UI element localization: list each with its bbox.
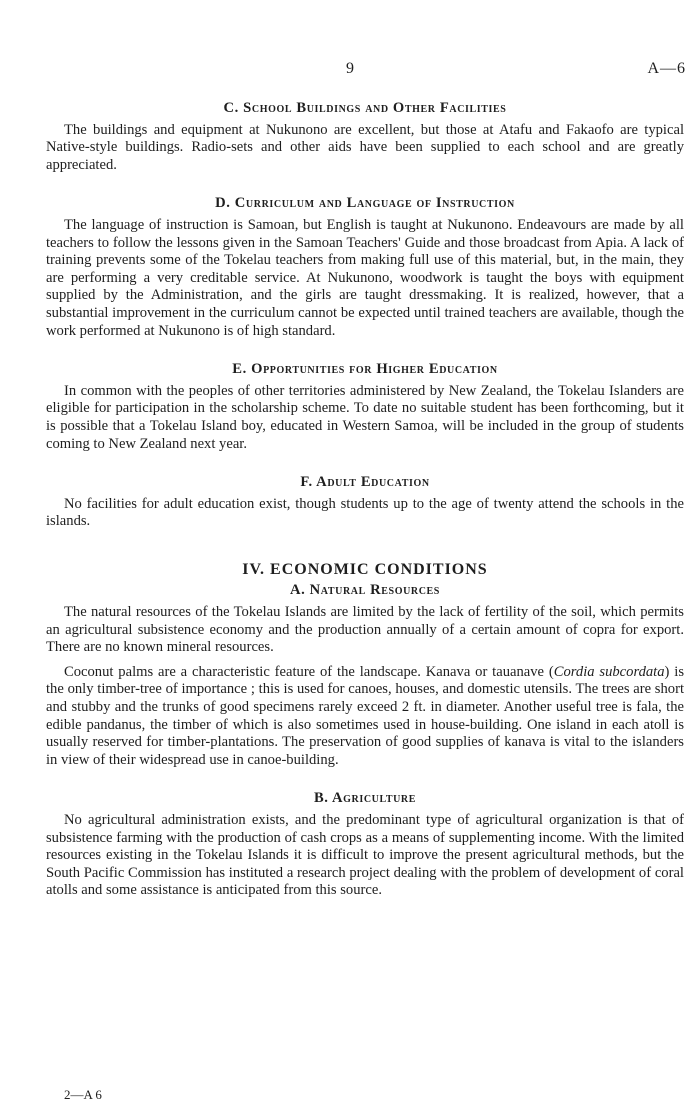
signature-mark: 2—A 6	[64, 1087, 102, 1102]
document-reference: A—6	[647, 60, 686, 77]
heading-higher-education: E. Opportunities for Higher Education	[232, 361, 498, 378]
paragraph-school-buildings: The buildings and equipment at Nukunono are excellent, but those at Atafu and Fakaofo are typical Native-style buildings. Radio-sets and other aids have been supplied to each school and are greatly appreciated.	[46, 121, 684, 173]
paragraph-natural-resources-1: The natural resources of the Tokelau Islands are limited by the lack of fertility of the soil, which permits an agricultural subsistence economy and the production annually of a certain amount of copra for export. There are no known mineral resources.	[46, 604, 684, 656]
heading-adult-education: F. Adult Education	[300, 474, 430, 491]
paragraph-natural-resources-2-text-b: ) is the only timber-tree of importance ; this is used for canoes, houses, and domestic utensils. The trees are short and stubby and the trunks of good specimens rarely exceed 2 ft. in diameter. Another useful tree is fala, the edible pandanus, the timber of which is also sometimes used in house-building. One island in each atoll is usually reserved for timber-plantations. The preservation of good supplies of kanava is vital to the islanders in view of their widespread use in canoe-building.	[46, 663, 684, 768]
paragraph-higher-education: In common with the peoples of other territories administered by New Zealand, the Tokelau Islanders are eligible for participation in the scholarship scheme. To date no suitable student has been forthcoming, but it is possible that a Tokelau Island boy, educated in Western Samoa, will be included in the group of students coming to New Zealand next year.	[46, 382, 684, 452]
heading-curriculum: D. Curriculum and Language of Instruction	[215, 195, 515, 212]
paragraph-curriculum: The language of instruction is Samoan, but English is taught at Nukunono. Endeavours are made by all teachers to follow the lessons given in the Samoan Teachers' Guide and those broadcast from Apia. A lack of training prevents some of the Tokelau teachers from making full use of this material, but, in the main, they are performing a very creditable service. At Nukunono, woodwork is taught the boys with equipment supplied by the Administration, and the girls are taught dressmaking. It is realized, however, that a substantial improvement in the curriculum cannot be expected until trained teachers are available, though the work performed at Nukunono is of high standard.	[46, 216, 684, 339]
page-number: 9	[346, 60, 354, 77]
heading-economic-conditions: IV. ECONOMIC CONDITIONS	[242, 560, 488, 578]
heading-natural-resources: A. Natural Resources	[290, 582, 440, 599]
heading-agriculture: B. Agriculture	[313, 790, 417, 807]
paragraph-adult-education: No facilities for adult education exist, though students up to the age of twenty attend the schools in the islands.	[46, 495, 684, 530]
paragraph-natural-resources-2-text-a: Coconut palms are a characteristic feature of the landscape. Kanava or tauanave (	[64, 663, 554, 680]
page-content	[46, 100, 684, 900]
heading-school-buildings: C. School Buildings and Other Facilities	[223, 100, 507, 116]
species-name: Cordia subcordata	[553, 663, 665, 680]
paragraph-natural-resources-2	[46, 664, 684, 770]
paragraph-agriculture: No agricultural administration exists, and the predominant type of agricultural organization is that of subsistence farming with the production of cash crops as a means of supplementing income. With the limited resources existing in the Tokelau Islands it is difficult to improve the present agricultural methods, but the South Pacific Commission has instituted a research project dealing with the problem of development of coral atolls and some assistance is anticipated from this source.	[46, 812, 684, 899]
